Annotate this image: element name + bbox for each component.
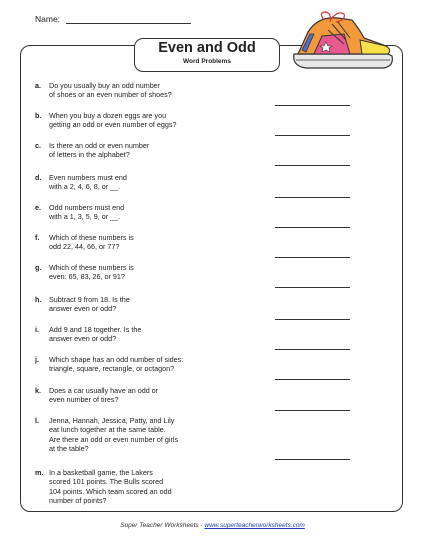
answer-blank[interactable] bbox=[275, 134, 350, 136]
question-line: eat lunch together at the same table. bbox=[49, 425, 166, 435]
question-line: Add 9 and 18 together. Is the bbox=[49, 325, 142, 334]
question-letter: h. bbox=[35, 295, 42, 304]
page-title: Even and Odd bbox=[158, 40, 256, 56]
answer-blank[interactable] bbox=[275, 286, 350, 288]
question-line: When you buy a dozen eggs are you bbox=[49, 111, 167, 120]
question-line: 104 points. Which team scored an odd bbox=[49, 486, 172, 496]
answer-blank[interactable] bbox=[275, 409, 350, 411]
question-line: scored 101 points. The Bulls scored bbox=[49, 477, 164, 487]
question-text bbox=[49, 173, 279, 192]
question-line: triangle, square, rectangle, or octagon? bbox=[49, 364, 175, 374]
answer-blank[interactable] bbox=[275, 196, 350, 198]
name-blank[interactable] bbox=[66, 14, 191, 24]
answer-blank[interactable] bbox=[275, 226, 350, 228]
question-line: of shoes or an even number of shoes? bbox=[49, 90, 172, 100]
question-line: Which of these numbers is bbox=[49, 233, 134, 242]
question-letter: e. bbox=[35, 203, 41, 212]
answer-blank[interactable] bbox=[275, 348, 350, 350]
question-letter: b. bbox=[35, 111, 42, 120]
question-line: Do you usually buy an odd number bbox=[49, 81, 161, 90]
question-letter: m. bbox=[35, 468, 44, 477]
answer-blank[interactable] bbox=[275, 510, 350, 512]
question-line: of letters in the alphabet? bbox=[49, 150, 130, 160]
question-letter: a. bbox=[35, 81, 41, 90]
question-letter: j. bbox=[35, 355, 39, 364]
answer-blank[interactable] bbox=[275, 318, 350, 320]
footer bbox=[0, 522, 425, 529]
question-text bbox=[49, 233, 279, 252]
question-line: Does a car usually have an odd or bbox=[49, 386, 159, 395]
question-text bbox=[49, 416, 279, 454]
question-text bbox=[49, 203, 279, 222]
question-letter: d. bbox=[35, 173, 42, 182]
answer-blank[interactable] bbox=[275, 378, 350, 380]
question-line: Jenna, Hannah, Jessica, Patty, and Lily bbox=[49, 416, 175, 425]
question-line: Subtract 9 from 18. Is the bbox=[49, 295, 130, 304]
title-badge bbox=[134, 38, 280, 72]
question-line: answer even or odd? bbox=[49, 334, 117, 344]
question-text bbox=[49, 263, 279, 282]
footer-link[interactable]: www.superteacherworksheets.com bbox=[204, 522, 305, 529]
question-letter: g. bbox=[35, 263, 42, 272]
question-line: In a basketball game, the Lakers bbox=[49, 468, 153, 477]
question-line: number of points? bbox=[49, 496, 107, 506]
question-letter: f. bbox=[35, 233, 40, 242]
question-line: Which of these numbers is bbox=[49, 263, 134, 272]
question-line: Is there an odd or even number bbox=[49, 141, 150, 150]
question-line: getting an odd or even number of eggs? bbox=[49, 120, 177, 130]
question-text bbox=[49, 295, 279, 314]
question-line: even number of tires? bbox=[49, 395, 119, 405]
question-letter: l. bbox=[35, 416, 39, 425]
question-line: with a 2, 4, 6, 8, or __. bbox=[49, 182, 121, 192]
name-label: Name: bbox=[35, 14, 61, 24]
answer-blank[interactable] bbox=[275, 164, 350, 166]
question-line: Odd numbers must end bbox=[49, 203, 125, 212]
question-letter: c. bbox=[35, 141, 41, 150]
page-subtitle: Word Problems bbox=[183, 58, 231, 65]
question-line: even: 65, 83, 26, or 91? bbox=[49, 272, 125, 282]
question-line: answer even or odd? bbox=[49, 304, 117, 314]
question-text bbox=[49, 355, 279, 374]
question-text bbox=[49, 81, 279, 100]
question-text bbox=[49, 386, 279, 405]
question-line: at the table? bbox=[49, 444, 89, 454]
question-letter: i. bbox=[35, 325, 39, 334]
question-line: Even numbers must end bbox=[49, 173, 127, 182]
question-line: odd 22, 44, 66, or 77? bbox=[49, 242, 120, 252]
question-text bbox=[49, 141, 279, 160]
question-text bbox=[49, 325, 279, 344]
question-letter: k. bbox=[35, 386, 41, 395]
answer-blank[interactable] bbox=[275, 256, 350, 258]
question-line: with a 1, 3, 5, 9, or __. bbox=[49, 212, 121, 222]
question-text bbox=[49, 468, 279, 506]
question-line: Which shape has an odd number of sides: bbox=[49, 355, 184, 364]
answer-blank[interactable] bbox=[275, 458, 350, 460]
answer-blank[interactable] bbox=[275, 104, 350, 106]
name-field-row bbox=[35, 14, 191, 24]
sneaker-illustration bbox=[288, 10, 396, 72]
footer-text: Super Teacher Worksheets - bbox=[120, 522, 205, 529]
question-line: Are there an odd or even number of girls bbox=[49, 434, 179, 444]
question-text bbox=[49, 111, 279, 130]
